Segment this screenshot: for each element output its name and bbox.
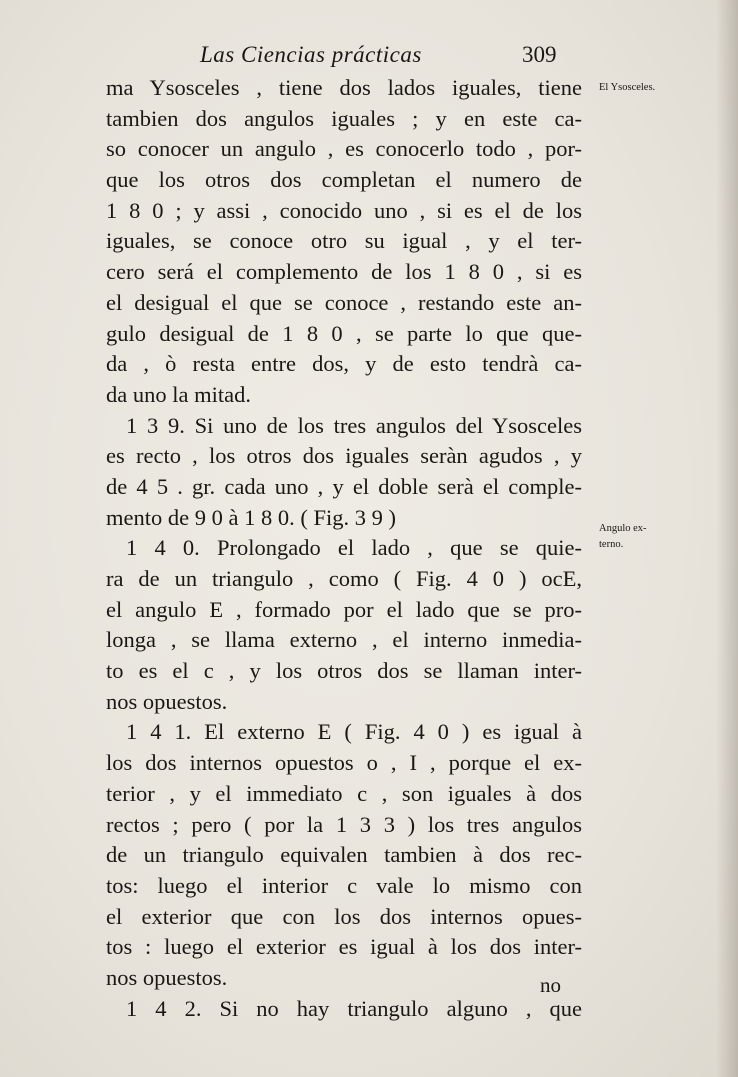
text-line: es recto , los otros dos iguales seràn agudos , y — [106, 443, 582, 469]
text-line: cero será el complemento de los 1 8 0 , si es — [106, 259, 582, 285]
text-line: tos: luego el interior c vale lo mismo con — [106, 872, 582, 898]
text-line: nos opuestos. — [106, 964, 228, 990]
text-line: terior , y el immediato c , son iguales à dos — [106, 780, 582, 806]
text-line: que los otros dos completan el numero de — [106, 167, 582, 193]
text-line: los dos internos opuestos o , I , porque el ex- — [106, 750, 582, 776]
text-line: to es el c , y los otros dos se llaman inter- — [106, 658, 582, 684]
running-title: Las Ciencias prácticas — [200, 42, 422, 67]
text-line: so conocer un angulo , es conocerlo todo , por- — [106, 136, 582, 162]
page-number: 309 — [522, 42, 557, 67]
text-line: tos : luego el exterior es igual à los dos inter- — [106, 934, 582, 960]
text-line: rectos ; pero ( por la 1 3 3 ) los tres angulos — [106, 811, 582, 837]
paragraph-142-start: 1 4 2. Si no hay triangulo alguno , que — [126, 995, 582, 1021]
text-line: el angulo E , formado por el lado que se pro- — [106, 596, 582, 622]
paragraph-141-start: 1 4 1. El externo E ( Fig. 4 0 ) es igual à — [126, 719, 582, 745]
text-line: mento de 9 0 à 1 8 0. ( Fig. 3 9 ) — [106, 504, 396, 530]
text-line: iguales, se conoce otro su igual , y el ter- — [106, 228, 582, 254]
catchword: no — [540, 973, 561, 997]
text-line: ra de un triangulo , como ( Fig. 4 0 ) ocE, — [106, 566, 582, 591]
margin-note-angulo-externo — [599, 521, 647, 553]
text-line: gulo desigual de 1 8 0 , se parte lo que que- — [106, 320, 582, 346]
text-line: 1 8 0 ; y assi , conocido uno , si es el de los — [106, 197, 582, 223]
text-line: longa , se llama externo , el interno inmedia- — [106, 627, 582, 653]
text-line: da , ò resta entre dos, y de esto tendrà ca- — [106, 351, 582, 377]
text-line: el exterior que con los dos internos opues- — [106, 903, 582, 929]
body-text — [106, 73, 582, 1024]
margin-note-line: terno. — [599, 539, 624, 550]
text-line: de 4 5 . gr. cada uno , y el doble serà el comple- — [106, 473, 582, 499]
text-line: nos opuestos. — [106, 688, 228, 714]
text-line: ma Ysosceles , tiene dos lados iguales, tiene — [106, 75, 582, 100]
text-line: de un triangulo equivalen tambien à dos rec- — [106, 842, 582, 868]
text-line: tambien dos angulos iguales ; y en este ca- — [106, 105, 582, 131]
margin-note-ysosceles: El Ysosceles. — [599, 82, 656, 93]
paragraph-139-start: 1 3 9. Si uno de los tres angulos del Ysosceles — [126, 412, 582, 438]
page-edge-shadow — [716, 0, 738, 1077]
text-line: el desigual el que se conoce , restando este an- — [106, 289, 582, 315]
margin-note-line: Angulo ex- — [599, 523, 647, 534]
paragraph-140-start: 1 4 0. Prolongado el lado , que se quie- — [126, 535, 582, 561]
text-line: da uno la mitad. — [106, 381, 251, 407]
